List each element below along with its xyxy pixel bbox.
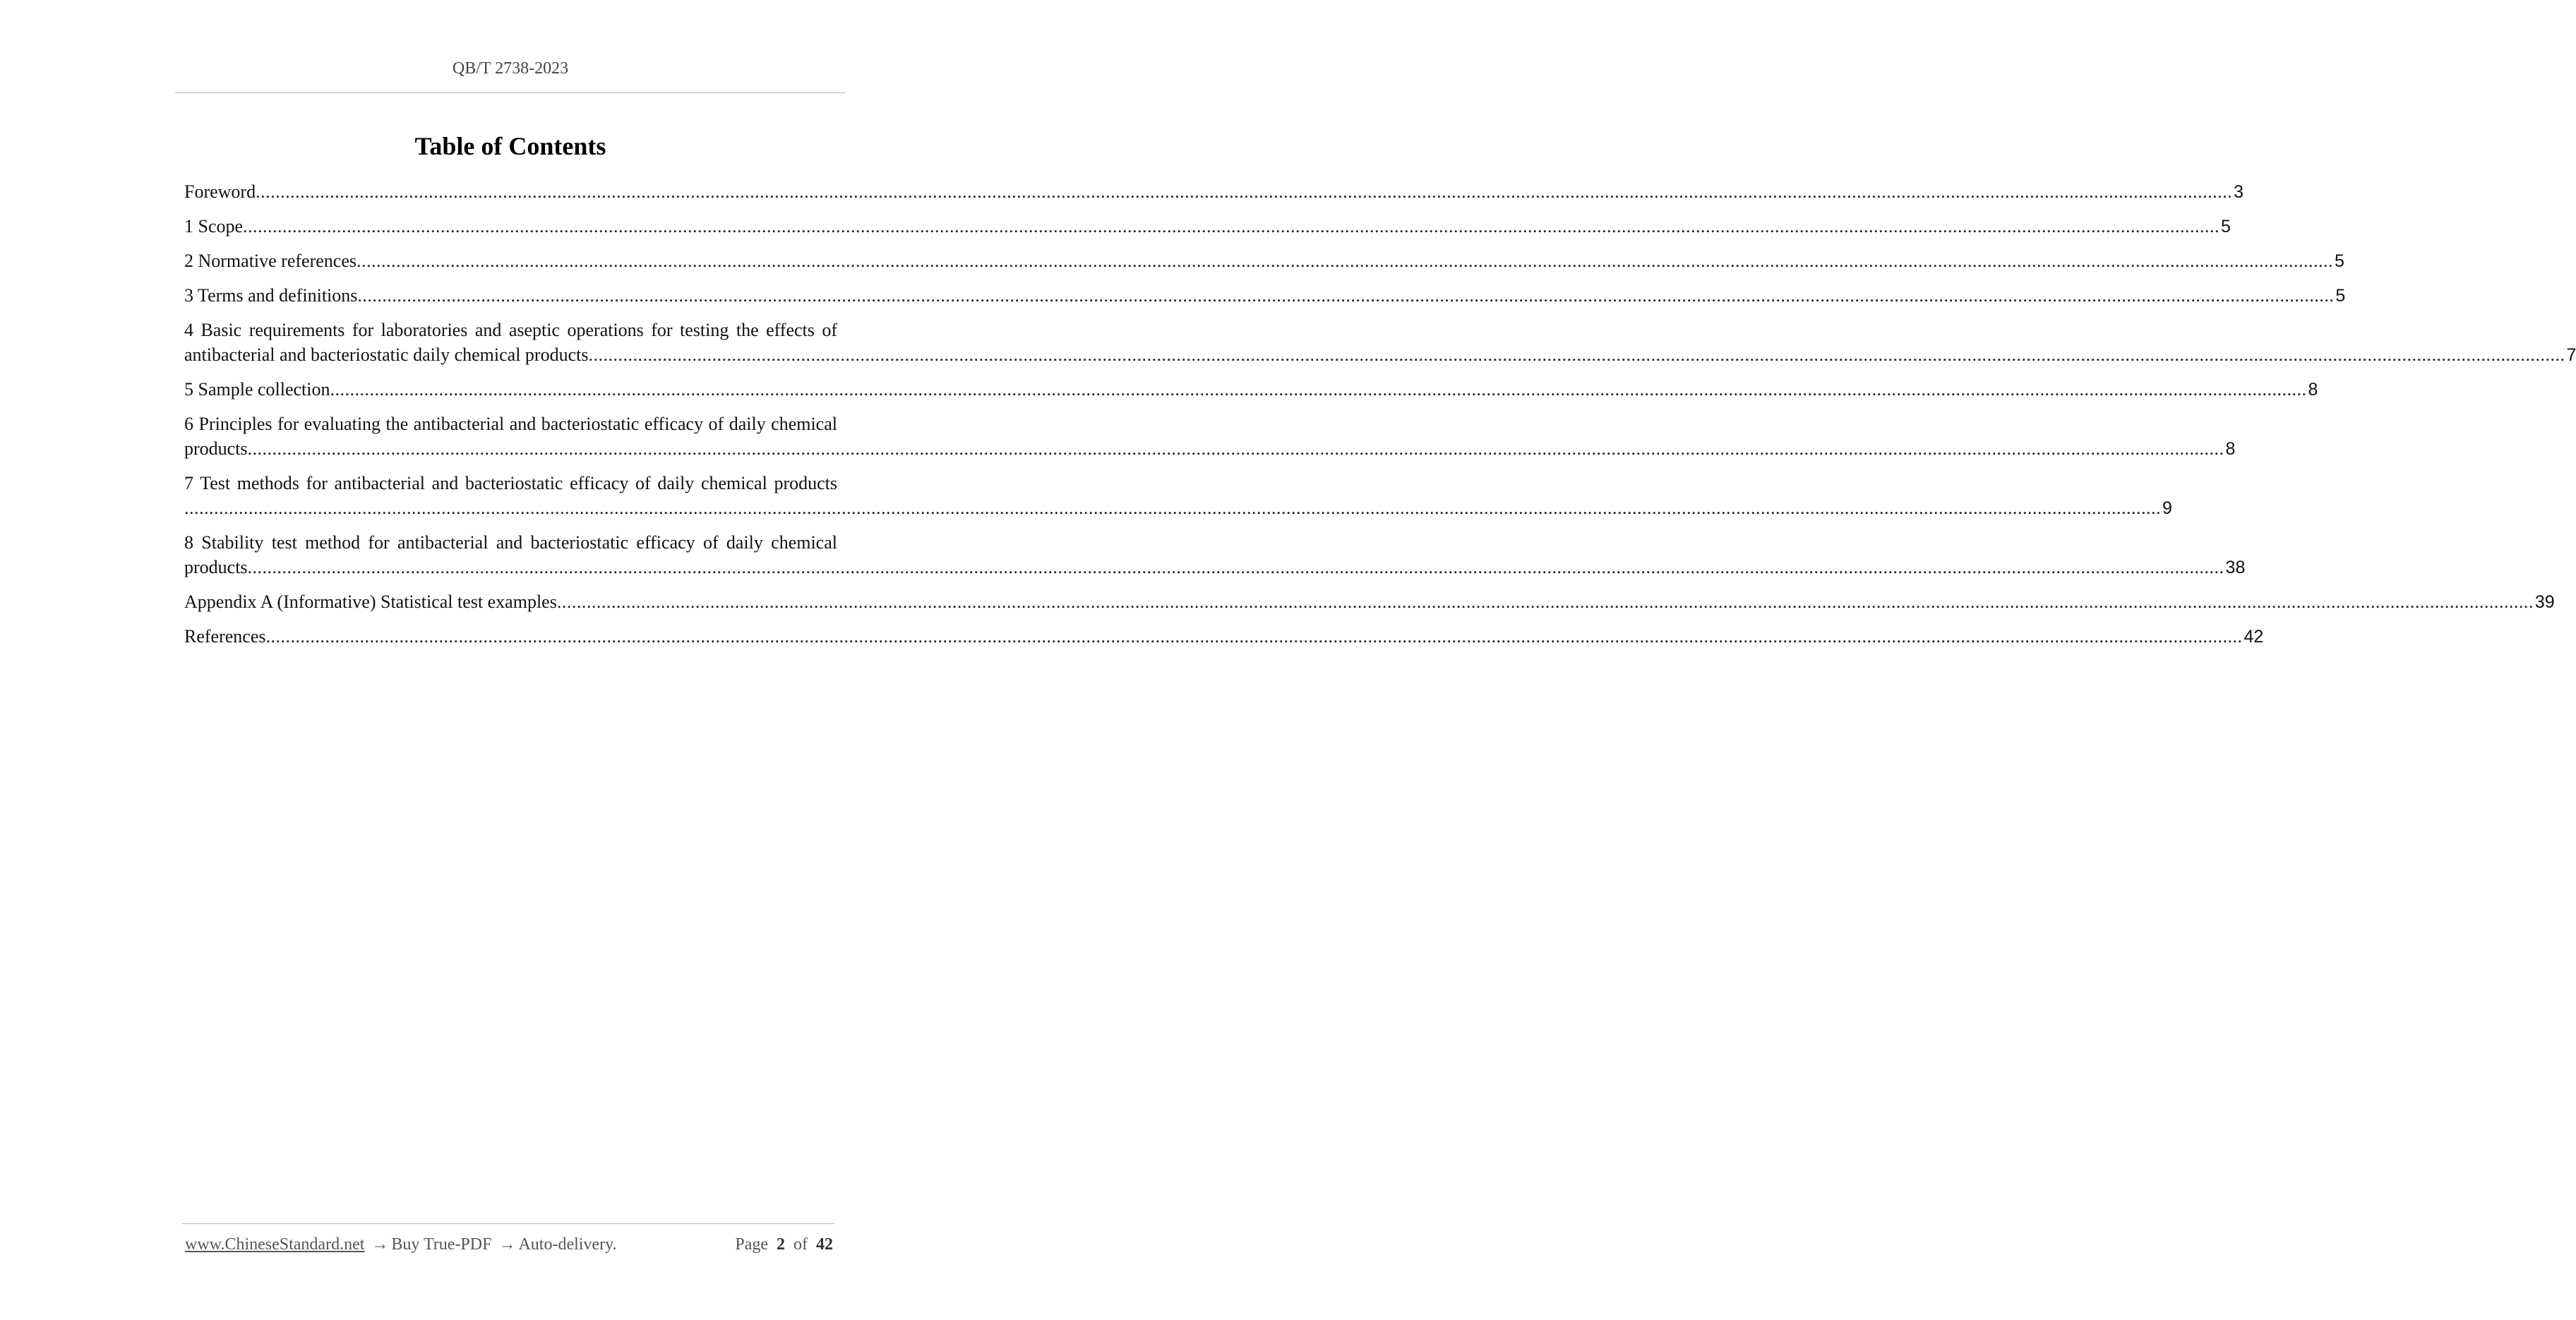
toc-page-number: 42 [2243,627,2264,647]
toc-entry-references[interactable] [184,624,2264,649]
toc-entry-principles[interactable] [184,412,2236,462]
toc-page-number: 8 [2225,439,2236,459]
toc-entry-basic-requirements[interactable] [184,318,2576,368]
page-title: Table of Contents [414,132,606,160]
toc-entry-appendix-a[interactable] [184,589,2555,615]
toc-label: antibacterial and bacteriostatic daily chemical products [184,344,589,365]
toc-label: References [184,626,266,647]
toc-label-first-line: 4 Basic requirements for laboratories and aseptic operations for testing the effects of [184,320,837,340]
toc-leader: ................................................................................................................................................................................................................................................................................................................................................................................................................ [247,557,2224,577]
running-header: QB/T 2738-2023 [452,59,569,78]
toc-label: 2 Normative references [184,251,357,271]
toc-page-number: 8 [2308,380,2318,400]
toc-leader: ................................................................................................................................................................................................................................................................................................................................................................................................................ [357,285,2335,306]
toc-page-number: 39 [2534,592,2555,612]
arrow-right-icon: → [498,1235,516,1254]
toc-leader: ................................................................................................................................................................................................................................................................................................................................................................................................................ [556,592,2534,612]
table-of-contents [184,179,2576,659]
toc-page-number: 5 [2334,251,2344,271]
toc-page-number: 5 [2221,217,2231,236]
toc-entry-terms-definitions[interactable] [184,283,2346,308]
total-page-number: 42 [816,1235,833,1254]
toc-label: Foreword [184,181,256,202]
toc-label: 1 Scope [184,216,244,236]
footer-promo [185,1235,617,1254]
arrow-right-icon: → [371,1235,389,1254]
current-page-number: 2 [777,1235,785,1254]
toc-label-first-line: 6 Principles for evaluating the antibacterial and bacteriostatic efficacy of daily chemical [184,414,837,434]
toc-entry-test-methods[interactable] [184,471,2172,521]
toc-leader: ................................................................................................................................................................................................................................................................................................................................................................................................................ [243,216,2220,236]
toc-label-first-line: 7 Test methods for antibacterial and bacteriostatic efficacy of daily chemical products [184,473,837,493]
of-word: of [793,1235,808,1254]
footer-divider [182,1223,834,1224]
toc-leader: ................................................................................................................................................................................................................................................................................................................................................................................................................ [588,344,2565,365]
toc-label: Appendix A (Informative) Statistical test examples [184,592,557,612]
toc-entry-foreword[interactable] [184,179,2243,205]
delivery-text: Auto-delivery. [518,1235,617,1254]
header-divider [175,92,846,93]
site-link[interactable]: www.ChineseStandard.net [185,1235,365,1254]
toc-entry-sample-collection[interactable] [184,377,2318,402]
toc-page-number: 5 [2335,286,2346,306]
page-word: Page [735,1235,768,1254]
buy-text: Buy True-PDF [391,1235,492,1254]
toc-leader: ................................................................................................................................................................................................................................................................................................................................................................................................................ [356,251,2333,271]
toc-leader: ................................................................................................................................................................................................................................................................................................................................................................................................................ [265,626,2243,647]
toc-page-number: 38 [2225,558,2246,577]
toc-leader: ................................................................................................................................................................................................................................................................................................................................................................................................................ [184,498,2161,518]
toc-label-first-line: 8 Stability test method for antibacterial and bacteriostatic efficacy of daily chemical [184,532,837,553]
toc-label: products [184,557,248,577]
toc-page-number: 7 [2566,345,2576,365]
toc-page-number: 9 [2162,498,2172,518]
toc-page-number: 3 [2234,182,2243,202]
toc-entry-normative-references[interactable] [184,248,2344,274]
page-indicator [735,1235,833,1254]
toc-entry-scope[interactable] [184,214,2231,239]
toc-leader: ................................................................................................................................................................................................................................................................................................................................................................................................................ [247,438,2224,459]
toc-label: 3 Terms and definitions [184,285,358,306]
toc-entry-stability-test[interactable] [184,530,2246,580]
toc-leader: ................................................................................................................................................................................................................................................................................................................................................................................................................ [256,181,2233,202]
page-footer [185,1235,833,1254]
toc-label: products [184,438,248,459]
toc-label: 5 Sample collection [184,379,330,400]
toc-leader: ................................................................................................................................................................................................................................................................................................................................................................................................................ [330,379,2307,400]
